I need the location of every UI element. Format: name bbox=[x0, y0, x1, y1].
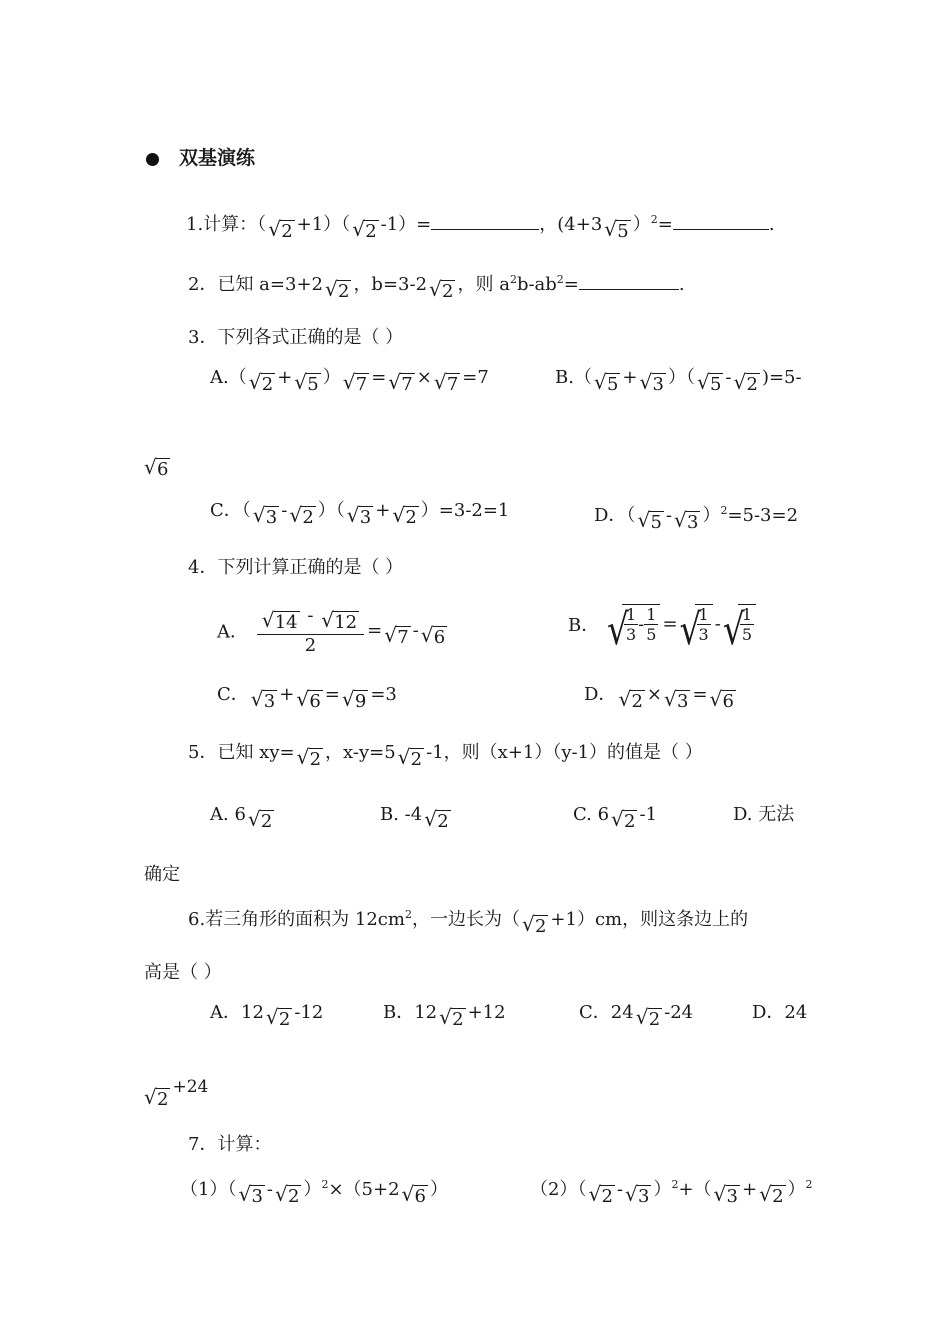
sqrt-expression bbox=[346, 503, 373, 529]
math-text: 6.若三角形的面积为 12cm bbox=[188, 909, 405, 930]
q6-option-b[interactable] bbox=[383, 998, 506, 1031]
math-text: . bbox=[768, 214, 775, 235]
math-expression bbox=[644, 605, 658, 644]
math-text: ×（5+2 bbox=[328, 1179, 400, 1200]
math-text: 1 bbox=[741, 605, 752, 624]
q6-option-c[interactable] bbox=[579, 998, 693, 1031]
math-expression bbox=[722, 604, 756, 655]
math-text: 3 bbox=[265, 507, 278, 528]
math-text: + bbox=[622, 367, 638, 388]
q5-option-c[interactable] bbox=[573, 800, 657, 833]
sqrt-expression bbox=[713, 1182, 740, 1208]
q5-option-a[interactable] bbox=[210, 800, 276, 833]
math-text: + bbox=[742, 1179, 758, 1200]
section-heading bbox=[146, 143, 255, 173]
math-text: 2 bbox=[442, 281, 454, 302]
math-text: 7 bbox=[397, 626, 409, 648]
math-text: +1）cm，则这条边上的 bbox=[550, 909, 749, 930]
sqrt-expression bbox=[401, 1182, 428, 1208]
sqrt-expression bbox=[424, 807, 450, 833]
math-text bbox=[257, 604, 364, 635]
math-text: ） bbox=[632, 214, 651, 235]
math-text: = bbox=[367, 620, 383, 641]
math-text: 2．已知 a=3+2 bbox=[188, 274, 323, 295]
math-text: + bbox=[279, 684, 295, 705]
math-text: √ bbox=[296, 687, 310, 711]
math-text: 9 bbox=[354, 691, 367, 712]
math-text: √ bbox=[679, 605, 702, 655]
math-text: √ bbox=[342, 370, 356, 394]
q4-option-a[interactable] bbox=[217, 604, 449, 657]
math-text: 3 bbox=[251, 1186, 263, 1207]
question-4-stem: 4．下列计算正确的是（ ） bbox=[188, 557, 404, 578]
math-text: （1）（ bbox=[180, 1179, 237, 1200]
sqrt-expression bbox=[433, 370, 460, 396]
math-text: √ bbox=[238, 1182, 252, 1206]
sqrt-expression bbox=[588, 1182, 614, 1208]
math-text: √ bbox=[606, 605, 629, 655]
sqrt-expression bbox=[696, 370, 723, 396]
math-text: B.（ bbox=[555, 367, 592, 388]
math-text: √ bbox=[388, 370, 402, 394]
math-text: 2 bbox=[772, 1186, 784, 1207]
math-text: √ bbox=[733, 370, 747, 394]
q7-part-1 bbox=[180, 1170, 448, 1208]
math-text: √ bbox=[611, 807, 624, 831]
sqrt-expression bbox=[611, 807, 637, 833]
math-text: +24 bbox=[172, 1077, 209, 1097]
sqrt-5 bbox=[604, 217, 630, 243]
math-text: 2 bbox=[437, 811, 449, 832]
math-text: 5 bbox=[741, 625, 752, 644]
math-text: 2 bbox=[648, 1009, 661, 1030]
bullet-icon bbox=[146, 153, 159, 166]
q5-option-b[interactable] bbox=[380, 800, 453, 833]
sqrt-expression bbox=[250, 687, 277, 713]
math-text: √ bbox=[604, 217, 618, 241]
math-text: 2 bbox=[261, 374, 274, 395]
math-text: 6 bbox=[309, 691, 321, 712]
math-text: √ bbox=[420, 622, 434, 647]
math-text: √ bbox=[247, 807, 261, 831]
math-text: -24 bbox=[664, 1002, 694, 1023]
sqrt-expression bbox=[733, 370, 760, 396]
math-text: √ bbox=[696, 370, 710, 394]
math-text: 1 bbox=[646, 605, 657, 624]
math-text: 2 bbox=[260, 811, 273, 832]
math-text: √ bbox=[296, 745, 310, 769]
math-text: √ bbox=[429, 277, 442, 301]
math-text: √ bbox=[341, 687, 355, 711]
sqrt-expression bbox=[429, 277, 455, 303]
math-text: ） bbox=[653, 1179, 672, 1200]
math-text: 6 bbox=[157, 459, 169, 480]
math-text: +（ bbox=[678, 1179, 712, 1200]
sqrt-expression bbox=[238, 1182, 264, 1208]
math-text: -1）= bbox=[380, 214, 432, 235]
math-text: 2 bbox=[631, 691, 643, 712]
math-text: 2 bbox=[337, 281, 350, 302]
sqrt-expression bbox=[247, 807, 274, 833]
math-text: √ bbox=[324, 277, 338, 301]
sqrt-expression bbox=[144, 455, 170, 481]
math-text: √ bbox=[321, 608, 334, 632]
math-text: = bbox=[662, 613, 678, 635]
fraction bbox=[257, 604, 364, 657]
q5-option-d-continued: 确定 bbox=[144, 864, 180, 885]
math-text: 5 bbox=[617, 221, 629, 242]
math-text: A． bbox=[217, 621, 248, 643]
sqrt-expression bbox=[252, 503, 279, 529]
math-text: × bbox=[646, 684, 662, 705]
math-text: = bbox=[324, 684, 340, 705]
math-text: 5 bbox=[650, 512, 662, 533]
math-text: 3 bbox=[652, 374, 664, 395]
math-text: + bbox=[277, 367, 293, 388]
math-text: -1，则（x+1）（y-1）的值是（ ） bbox=[426, 742, 703, 763]
math-text: √ bbox=[618, 687, 632, 711]
math-text: ） bbox=[702, 505, 721, 526]
math-text: 2 bbox=[278, 1009, 291, 1030]
question-6 bbox=[188, 900, 748, 938]
math-text: =7 bbox=[462, 367, 489, 388]
math-text: 5 bbox=[307, 374, 319, 395]
math-text: C．24 bbox=[579, 1002, 634, 1023]
math-text: √ bbox=[521, 912, 535, 936]
math-text: 2 bbox=[805, 1178, 813, 1191]
math-text: ） bbox=[322, 367, 341, 388]
math-text: B．12 bbox=[383, 1002, 438, 1023]
math-text: 5 bbox=[709, 374, 722, 395]
math-text: D．（ bbox=[594, 505, 636, 526]
q6-option-d-continued bbox=[144, 1072, 208, 1111]
question-6-continued: 高是（ ） bbox=[144, 962, 222, 983]
math-text: 6 bbox=[722, 691, 734, 712]
math-text: = bbox=[657, 214, 673, 235]
math-text: - bbox=[616, 1179, 623, 1200]
math-text: 2 bbox=[452, 1009, 464, 1030]
math-text: ） bbox=[787, 1179, 806, 1200]
sqrt-expression bbox=[593, 370, 620, 396]
answer-blank[interactable] bbox=[431, 211, 539, 230]
answer-blank[interactable] bbox=[579, 271, 679, 290]
q3-option-a[interactable] bbox=[210, 363, 489, 396]
math-text: =5-3=2 bbox=[727, 505, 799, 526]
math-text: 5．已知 xy= bbox=[188, 742, 295, 763]
math-text: 2 bbox=[321, 1178, 329, 1191]
math-text: √ bbox=[250, 687, 264, 711]
math-text: 2 bbox=[601, 1186, 613, 1207]
q3-option-d[interactable] bbox=[594, 496, 798, 534]
math-text: √ bbox=[625, 1182, 638, 1206]
q4-option-d[interactable] bbox=[584, 680, 738, 713]
math-text: √ bbox=[248, 370, 262, 394]
math-expression bbox=[679, 604, 713, 655]
q4-option-c[interactable] bbox=[217, 680, 397, 713]
math-text: C．（ bbox=[210, 500, 251, 521]
math-text: √ bbox=[289, 503, 303, 527]
math-text: 3 bbox=[726, 1186, 738, 1207]
math-text: √ bbox=[709, 687, 723, 711]
math-text: 1 bbox=[625, 605, 637, 624]
q7-part-2 bbox=[530, 1170, 813, 1208]
sqrt-expression bbox=[388, 370, 414, 396]
math-text: b-ab bbox=[516, 274, 557, 295]
math-text: 7 bbox=[401, 374, 413, 395]
math-text: ）=3-2=1 bbox=[420, 500, 510, 521]
sqrt-expression bbox=[639, 370, 666, 396]
math-text: 2 bbox=[534, 916, 547, 937]
math-text: √ bbox=[397, 745, 411, 769]
sqrt-expression bbox=[635, 1005, 662, 1031]
sqrt-expression bbox=[296, 687, 322, 713]
math-text: 6 bbox=[433, 626, 446, 648]
sqrt-expression bbox=[261, 608, 300, 634]
sqrt-expression bbox=[341, 687, 368, 713]
math-text: √ bbox=[275, 1182, 288, 1206]
math-text: √ bbox=[352, 217, 365, 241]
math-text: ，则 a bbox=[457, 274, 510, 295]
math-text: ）（ bbox=[667, 367, 695, 388]
math-text: +12 bbox=[467, 1002, 506, 1023]
math-text: 2 bbox=[309, 749, 322, 770]
math-text: 1.计算：（ bbox=[186, 214, 267, 235]
sqrt-expression bbox=[294, 370, 320, 396]
math-text: 双基演练 bbox=[179, 147, 256, 169]
math-text: -12 bbox=[294, 1002, 324, 1023]
sqrt-expression bbox=[439, 1005, 465, 1031]
sqrt-expression bbox=[384, 622, 410, 649]
math-text: 3 bbox=[625, 625, 637, 644]
math-text: 2 bbox=[304, 635, 317, 656]
math-text: = bbox=[563, 274, 579, 295]
math-text: +1）（ bbox=[296, 214, 351, 235]
sqrt-expression bbox=[275, 1182, 301, 1208]
q3-option-b[interactable] bbox=[555, 363, 802, 396]
math-text: √ bbox=[401, 1182, 415, 1206]
math-text: √ bbox=[588, 1182, 602, 1206]
math-text: - bbox=[665, 505, 672, 526]
q6-option-d[interactable]: D．24 bbox=[752, 1002, 808, 1023]
math-text: -1 bbox=[639, 804, 658, 825]
math-text: 5 bbox=[606, 374, 619, 395]
math-text: √ bbox=[392, 503, 406, 527]
math-text: √ bbox=[252, 503, 266, 527]
math-text: ，(4+3 bbox=[539, 214, 603, 235]
math-text: 2 bbox=[509, 273, 517, 286]
math-text: - bbox=[281, 500, 288, 521]
sqrt-expression bbox=[663, 687, 690, 713]
sqrt-expression bbox=[673, 508, 700, 534]
math-text: C. 6 bbox=[573, 804, 610, 825]
math-text: √ bbox=[346, 503, 360, 527]
math-text: + bbox=[375, 500, 391, 521]
math-expression bbox=[606, 604, 660, 655]
sqrt-expression bbox=[248, 370, 275, 396]
math-text: 2 bbox=[405, 507, 417, 528]
sqrt-expression bbox=[521, 912, 548, 938]
math-text: 1 bbox=[698, 605, 709, 624]
math-text: 3 bbox=[263, 691, 276, 712]
math-text: 2 bbox=[288, 1186, 300, 1207]
math-text: √ bbox=[265, 1005, 279, 1029]
math-text: √ bbox=[424, 807, 437, 831]
math-text: A. 6 bbox=[210, 804, 246, 825]
math-text: √ bbox=[593, 370, 607, 394]
math-text: √ bbox=[261, 608, 275, 632]
math-text: 2 bbox=[671, 1178, 679, 1191]
math-text: - bbox=[307, 605, 314, 626]
math-text: ，一边长为（ bbox=[411, 909, 520, 930]
math-text: - bbox=[714, 613, 721, 635]
math-text: 5 bbox=[646, 625, 657, 644]
math-text: A.（ bbox=[210, 367, 247, 388]
math-text: √ bbox=[439, 1005, 452, 1029]
q5-option-d[interactable]: D. 无法 bbox=[733, 804, 795, 825]
sqrt-expression bbox=[759, 1182, 785, 1208]
sqrt-expression bbox=[296, 745, 323, 771]
sqrt-expression bbox=[392, 503, 418, 529]
sqrt-expression bbox=[618, 687, 644, 713]
math-text: 2 bbox=[157, 1089, 169, 1110]
sqrt-expression bbox=[321, 608, 359, 634]
math-text: 3 bbox=[359, 507, 372, 528]
math-text: B. -4 bbox=[380, 804, 423, 825]
q3-option-b-continued bbox=[144, 448, 172, 481]
math-text: = bbox=[371, 367, 387, 388]
math-text: √ bbox=[384, 622, 397, 647]
math-text: 14 bbox=[274, 612, 298, 633]
math-text: √ bbox=[294, 370, 308, 394]
sqrt-expression bbox=[289, 503, 315, 529]
math-text: C． bbox=[217, 684, 249, 705]
math-text: ）（ bbox=[317, 500, 345, 521]
math-text: 2 bbox=[365, 221, 377, 242]
math-text: √ bbox=[673, 508, 687, 532]
sqrt-expression bbox=[637, 508, 663, 534]
math-text: ，b=3-2 bbox=[353, 274, 428, 295]
math-text: √ bbox=[759, 1182, 772, 1206]
math-text: 6 bbox=[414, 1186, 426, 1207]
math-text: 2 bbox=[302, 507, 314, 528]
q3-option-c[interactable] bbox=[210, 496, 509, 529]
math-text: 12 bbox=[334, 612, 358, 633]
math-text: √ bbox=[663, 687, 677, 711]
math-text: 3 bbox=[676, 691, 689, 712]
question-7-stem: 7．计算： bbox=[188, 1134, 272, 1155]
math-text: 7 bbox=[446, 374, 459, 395]
math-text: 2 bbox=[281, 221, 293, 242]
math-text: √ bbox=[637, 508, 651, 532]
question-3-stem: 3．下列各式正确的是（ ） bbox=[188, 327, 404, 348]
math-text: - bbox=[412, 620, 419, 641]
math-text: √ bbox=[722, 605, 745, 655]
math-text: ） bbox=[429, 1179, 448, 1200]
question-1 bbox=[186, 205, 775, 243]
question-2 bbox=[188, 265, 685, 303]
math-text: 3 bbox=[686, 512, 699, 533]
math-text: √ bbox=[144, 455, 157, 479]
sqrt-expression bbox=[144, 1085, 170, 1111]
math-text: 3 bbox=[698, 625, 709, 644]
math-text: 2 bbox=[746, 374, 758, 395]
math-text: D． bbox=[584, 684, 617, 705]
math-text: =3 bbox=[370, 684, 397, 705]
math-text: - bbox=[638, 614, 645, 635]
q6-option-a[interactable] bbox=[210, 998, 323, 1031]
sqrt-expression bbox=[420, 622, 447, 649]
answer-blank[interactable] bbox=[673, 211, 769, 230]
sqrt-2 bbox=[268, 217, 294, 243]
math-text: 3 bbox=[638, 1186, 650, 1207]
math-text: √ bbox=[713, 1182, 727, 1206]
math-text: - bbox=[266, 1179, 273, 1200]
math-text: × bbox=[416, 367, 432, 388]
sqrt-expression bbox=[397, 745, 424, 771]
q4-option-b[interactable] bbox=[568, 604, 758, 655]
math-text: = bbox=[692, 684, 708, 705]
sqrt-expression bbox=[625, 1182, 651, 1208]
math-text: - bbox=[725, 367, 732, 388]
math-text: ，x-y=5 bbox=[325, 742, 396, 763]
math-text: 2 bbox=[404, 908, 412, 921]
math-text: 7 bbox=[355, 374, 368, 395]
math-text: 2 bbox=[410, 749, 423, 770]
math-text: 2 bbox=[624, 811, 636, 832]
math-text: （2）（ bbox=[530, 1179, 587, 1200]
math-text: √ bbox=[433, 370, 447, 394]
math-text: 2 bbox=[720, 504, 728, 517]
math-text: √ bbox=[635, 1005, 649, 1029]
math-text: A．12 bbox=[210, 1002, 264, 1023]
math-text: √ bbox=[639, 370, 653, 394]
sqrt-expression bbox=[265, 1005, 292, 1031]
math-text: ） bbox=[303, 1179, 322, 1200]
question-5 bbox=[188, 738, 703, 771]
math-text: √ bbox=[268, 217, 281, 241]
sqrt-expression bbox=[342, 370, 369, 396]
sqrt-expression bbox=[324, 277, 351, 303]
math-text: 2 bbox=[650, 213, 658, 226]
math-text: )=5- bbox=[761, 367, 802, 388]
math-text: . bbox=[678, 274, 685, 295]
math-text: √ bbox=[144, 1085, 157, 1109]
math-text: 2 bbox=[556, 273, 564, 286]
sqrt-expression bbox=[709, 687, 736, 713]
sqrt-2 bbox=[352, 217, 378, 243]
math-text: B． bbox=[568, 615, 600, 636]
